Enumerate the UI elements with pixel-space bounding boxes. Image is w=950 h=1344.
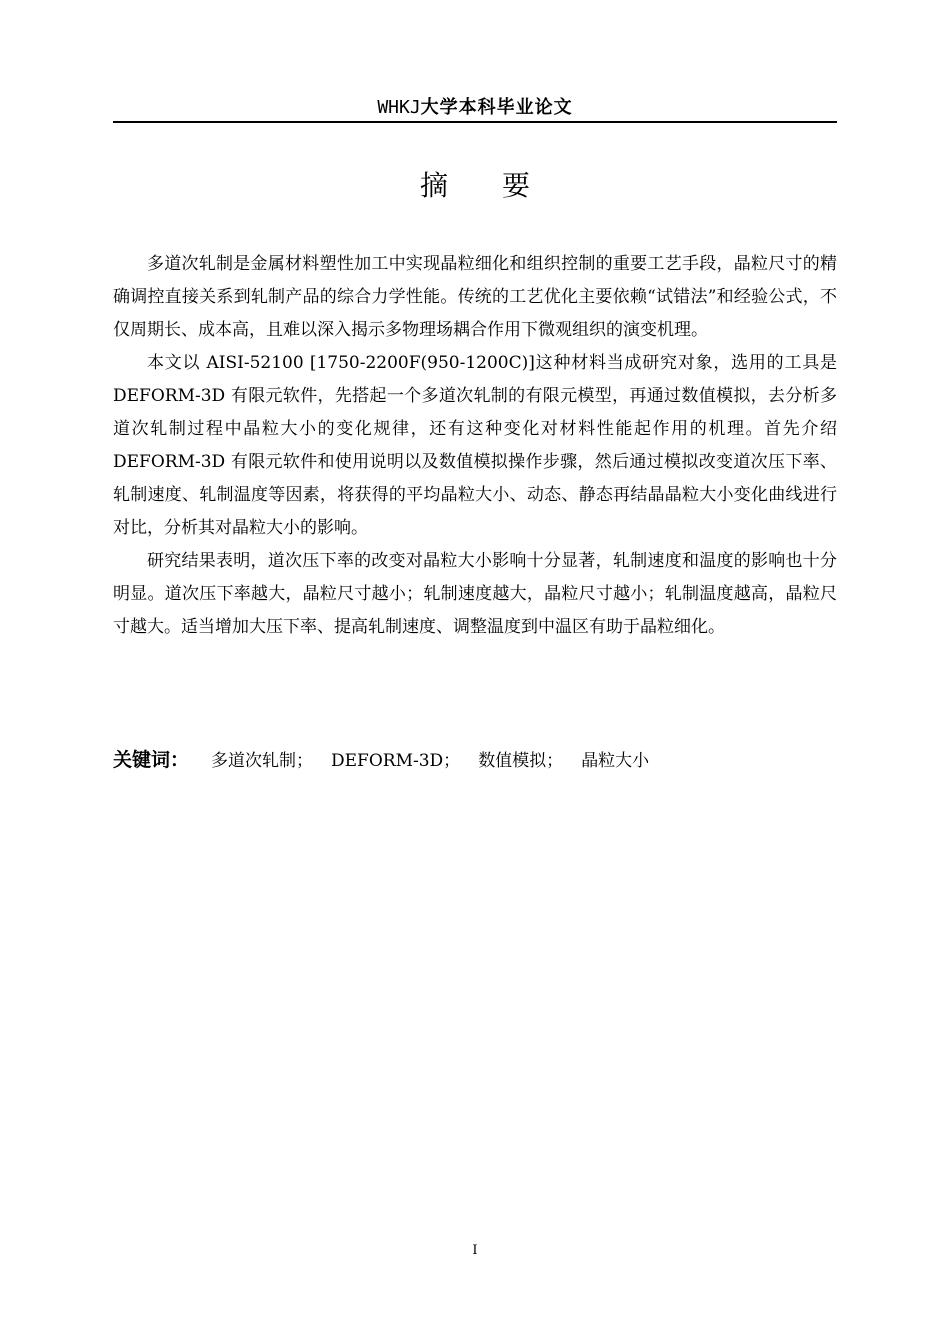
keywords-label: 关键词：: [113, 749, 190, 771]
abstract-body: [113, 248, 837, 644]
abstract-paragraph-1: 多道次轧制是金属材料塑性加工中实现晶粒细化和组织控制的重要工艺手段，晶粒尺寸的精确调控直接关系到轧制产品的综合力学性能。传统的工艺优化主要依赖“试错法”和经验公式，不仅周期长、成本高，且难以深入揭示多物理场耦合作用下微观组织的演变机理。: [113, 254, 837, 340]
abstract-paragraph-2: 本文以 AISI-52100 [1750-2200F(950-1200C)]这种材料当成研究对象，选用的工具是 DEFORM-3D 有限元软件，先搭起一个多道次轧制的有限元模型，再通过数值模拟，去分析多道次轧制过程中晶粒大小的变化规律，还有这种变化对材料性能起作用的机理。首先介绍 DEFORM-3D 有限元软件和使用说明以及数值模拟操作步骤，然后通过模拟改变道次压下率、轧制速度、轧制温度等因素，将获得的平均晶粒大小、动态、静态再结晶晶粒大小变化曲线进行对比，分析其对晶粒大小的影响。: [113, 353, 837, 538]
keyword-item: 数值模拟；: [478, 751, 564, 771]
header-rule: [113, 121, 837, 123]
page-number: I: [472, 1243, 478, 1258]
keyword-item: 晶粒大小: [581, 751, 650, 771]
keyword-item: DEFORM-3D；: [331, 751, 461, 771]
abstract-title-char-1: 摘: [419, 169, 448, 202]
keywords-line: [113, 744, 837, 778]
header-university-code: WHKJ: [377, 97, 421, 118]
running-header: [113, 94, 837, 120]
header-thesis-type: 大学本科毕业论文: [420, 97, 573, 118]
abstract-paragraph-3: 研究结果表明，道次压下率的改变对晶粒大小影响十分显著，轧制速度和温度的影响也十分明显。道次压下率越大，晶粒尺寸越小；轧制速度越大，晶粒尺寸越小；轧制温度越高，晶粒尺寸越大。适当增加大压下率、提高轧制速度、调整温度到中温区有助于晶粒细化。: [113, 551, 837, 637]
abstract-title: [113, 168, 837, 204]
keyword-item: 多道次轧制；: [211, 751, 314, 771]
abstract-title-char-2: 要: [502, 169, 531, 202]
